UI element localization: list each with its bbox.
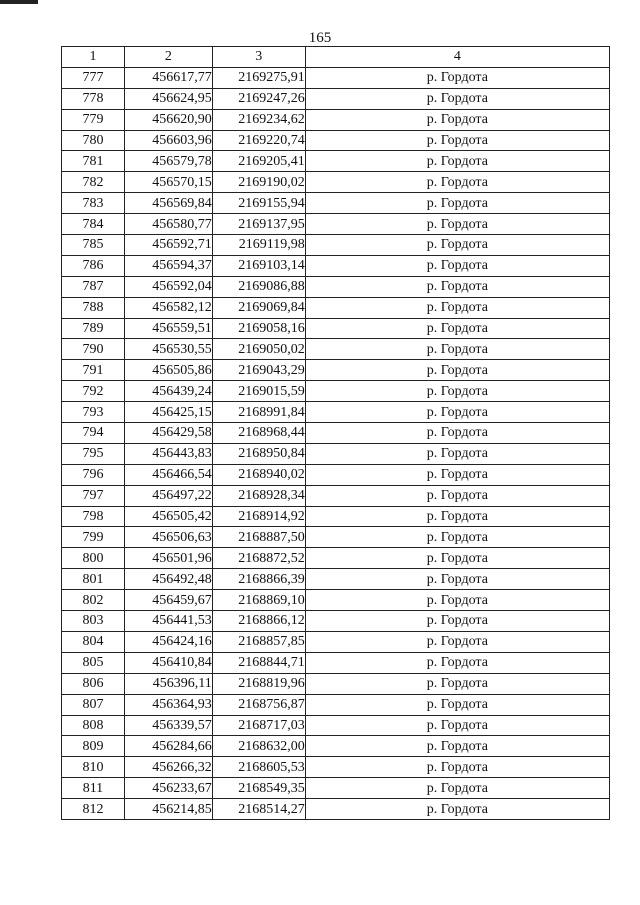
x-coordinate-cell: 456284,66 — [124, 736, 212, 757]
y-coordinate-cell: 2168950,84 — [212, 443, 305, 464]
table-row — [62, 67, 610, 88]
x-coordinate-cell: 456617,77 — [124, 67, 212, 88]
column-header-4: 4 — [305, 47, 609, 68]
table-row — [62, 443, 610, 464]
y-coordinate-cell: 2169050,02 — [212, 339, 305, 360]
description-cell: р. Гордота — [305, 88, 609, 109]
x-coordinate-cell: 456594,37 — [124, 255, 212, 276]
point-number-cell: 807 — [62, 694, 125, 715]
y-coordinate-cell: 2168756,87 — [212, 694, 305, 715]
y-coordinate-cell: 2168872,52 — [212, 548, 305, 569]
point-number-cell: 787 — [62, 276, 125, 297]
table-row — [62, 276, 610, 297]
table-row — [62, 485, 610, 506]
description-cell: р. Гордота — [305, 694, 609, 715]
point-number-cell: 805 — [62, 652, 125, 673]
description-cell: р. Гордота — [305, 276, 609, 297]
x-coordinate-cell: 456570,15 — [124, 172, 212, 193]
description-cell: р. Гордота — [305, 611, 609, 632]
description-cell: р. Гордота — [305, 757, 609, 778]
y-coordinate-cell: 2169069,84 — [212, 297, 305, 318]
table-row — [62, 673, 610, 694]
description-cell: р. Гордота — [305, 443, 609, 464]
description-cell: р. Гордота — [305, 235, 609, 256]
description-cell: р. Гордота — [305, 423, 609, 444]
table-row — [62, 381, 610, 402]
scan-corner-mark — [0, 0, 38, 4]
x-coordinate-cell: 456497,22 — [124, 485, 212, 506]
y-coordinate-cell: 2169205,41 — [212, 151, 305, 172]
x-coordinate-cell: 456592,71 — [124, 235, 212, 256]
table-row — [62, 172, 610, 193]
x-coordinate-cell: 456214,85 — [124, 799, 212, 820]
point-number-cell: 800 — [62, 548, 125, 569]
point-number-cell: 783 — [62, 193, 125, 214]
y-coordinate-cell: 2168605,53 — [212, 757, 305, 778]
point-number-cell: 808 — [62, 715, 125, 736]
description-cell: р. Гордота — [305, 590, 609, 611]
y-coordinate-cell: 2168869,10 — [212, 590, 305, 611]
description-cell: р. Гордота — [305, 360, 609, 381]
x-coordinate-cell: 456592,04 — [124, 276, 212, 297]
table-row — [62, 88, 610, 109]
description-cell: р. Гордота — [305, 214, 609, 235]
point-number-cell: 811 — [62, 778, 125, 799]
y-coordinate-cell: 2168549,35 — [212, 778, 305, 799]
x-coordinate-cell: 456530,55 — [124, 339, 212, 360]
description-cell: р. Гордота — [305, 485, 609, 506]
point-number-cell: 782 — [62, 172, 125, 193]
y-coordinate-cell: 2169190,02 — [212, 172, 305, 193]
point-number-cell: 801 — [62, 569, 125, 590]
description-cell: р. Гордота — [305, 736, 609, 757]
point-number-cell: 802 — [62, 590, 125, 611]
description-cell: р. Гордота — [305, 673, 609, 694]
y-coordinate-cell: 2169234,62 — [212, 109, 305, 130]
table-row — [62, 193, 610, 214]
table-row — [62, 402, 610, 423]
page-number: 165 — [308, 30, 332, 46]
table-row — [62, 527, 610, 548]
table-row — [62, 339, 610, 360]
y-coordinate-cell: 2168887,50 — [212, 527, 305, 548]
x-coordinate-cell: 456410,84 — [124, 652, 212, 673]
point-number-cell: 777 — [62, 67, 125, 88]
table-row — [62, 799, 610, 820]
description-cell: р. Гордота — [305, 527, 609, 548]
description-cell: р. Гордота — [305, 255, 609, 276]
table-row — [62, 297, 610, 318]
x-coordinate-cell: 456396,11 — [124, 673, 212, 694]
table-row — [62, 652, 610, 673]
y-coordinate-cell: 2168940,02 — [212, 464, 305, 485]
description-cell: р. Гордота — [305, 652, 609, 673]
description-cell: р. Гордота — [305, 339, 609, 360]
point-number-cell: 785 — [62, 235, 125, 256]
x-coordinate-cell: 456425,15 — [124, 402, 212, 423]
y-coordinate-cell: 2168844,71 — [212, 652, 305, 673]
table-row — [62, 423, 610, 444]
y-coordinate-cell: 2169015,59 — [212, 381, 305, 402]
y-coordinate-cell: 2168632,00 — [212, 736, 305, 757]
coordinates-table — [61, 46, 610, 820]
column-header-3: 3 — [212, 47, 305, 68]
x-coordinate-cell: 456266,32 — [124, 757, 212, 778]
y-coordinate-cell: 2169043,29 — [212, 360, 305, 381]
description-cell: р. Гордота — [305, 506, 609, 527]
point-number-cell: 789 — [62, 318, 125, 339]
table-row — [62, 318, 610, 339]
x-coordinate-cell: 456624,95 — [124, 88, 212, 109]
point-number-cell: 799 — [62, 527, 125, 548]
point-number-cell: 781 — [62, 151, 125, 172]
x-coordinate-cell: 456501,96 — [124, 548, 212, 569]
x-coordinate-cell: 456429,58 — [124, 423, 212, 444]
x-coordinate-cell: 456579,78 — [124, 151, 212, 172]
description-cell: р. Гордота — [305, 799, 609, 820]
x-coordinate-cell: 456559,51 — [124, 318, 212, 339]
table-row — [62, 360, 610, 381]
column-header-1: 1 — [62, 47, 125, 68]
x-coordinate-cell: 456443,83 — [124, 443, 212, 464]
description-cell: р. Гордота — [305, 297, 609, 318]
x-coordinate-cell: 456580,77 — [124, 214, 212, 235]
description-cell: р. Гордота — [305, 109, 609, 130]
table-row — [62, 255, 610, 276]
y-coordinate-cell: 2169155,94 — [212, 193, 305, 214]
column-header-2: 2 — [124, 47, 212, 68]
point-number-cell: 779 — [62, 109, 125, 130]
table-row — [62, 694, 610, 715]
point-number-cell: 795 — [62, 443, 125, 464]
description-cell: р. Гордота — [305, 402, 609, 423]
x-coordinate-cell: 456364,93 — [124, 694, 212, 715]
description-cell: р. Гордота — [305, 172, 609, 193]
table-row — [62, 214, 610, 235]
y-coordinate-cell: 2168819,96 — [212, 673, 305, 694]
table-row — [62, 506, 610, 527]
y-coordinate-cell: 2169058,16 — [212, 318, 305, 339]
x-coordinate-cell: 456505,86 — [124, 360, 212, 381]
x-coordinate-cell: 456424,16 — [124, 631, 212, 652]
point-number-cell: 809 — [62, 736, 125, 757]
point-number-cell: 792 — [62, 381, 125, 402]
y-coordinate-cell: 2169137,95 — [212, 214, 305, 235]
x-coordinate-cell: 456506,63 — [124, 527, 212, 548]
y-coordinate-cell: 2169086,88 — [212, 276, 305, 297]
point-number-cell: 794 — [62, 423, 125, 444]
point-number-cell: 796 — [62, 464, 125, 485]
description-cell: р. Гордота — [305, 318, 609, 339]
x-coordinate-cell: 456603,96 — [124, 130, 212, 151]
point-number-cell: 810 — [62, 757, 125, 778]
point-number-cell: 793 — [62, 402, 125, 423]
description-cell: р. Гордота — [305, 548, 609, 569]
point-number-cell: 804 — [62, 631, 125, 652]
x-coordinate-cell: 456459,67 — [124, 590, 212, 611]
point-number-cell: 784 — [62, 214, 125, 235]
point-number-cell: 812 — [62, 799, 125, 820]
table-row — [62, 548, 610, 569]
point-number-cell: 788 — [62, 297, 125, 318]
description-cell: р. Гордота — [305, 778, 609, 799]
table-row — [62, 464, 610, 485]
y-coordinate-cell: 2168914,92 — [212, 506, 305, 527]
y-coordinate-cell: 2169119,98 — [212, 235, 305, 256]
x-coordinate-cell: 456233,67 — [124, 778, 212, 799]
point-number-cell: 806 — [62, 673, 125, 694]
description-cell: р. Гордота — [305, 631, 609, 652]
table-row — [62, 715, 610, 736]
point-number-cell: 786 — [62, 255, 125, 276]
table-header-row — [62, 47, 610, 68]
y-coordinate-cell: 2168866,39 — [212, 569, 305, 590]
point-number-cell: 791 — [62, 360, 125, 381]
table-row — [62, 109, 610, 130]
point-number-cell: 798 — [62, 506, 125, 527]
x-coordinate-cell: 456466,54 — [124, 464, 212, 485]
x-coordinate-cell: 456620,90 — [124, 109, 212, 130]
table-row — [62, 736, 610, 757]
description-cell: р. Гордота — [305, 381, 609, 402]
y-coordinate-cell: 2169220,74 — [212, 130, 305, 151]
x-coordinate-cell: 456339,57 — [124, 715, 212, 736]
table-row — [62, 631, 610, 652]
y-coordinate-cell: 2168866,12 — [212, 611, 305, 632]
table-body — [62, 67, 610, 819]
y-coordinate-cell: 2169275,91 — [212, 67, 305, 88]
y-coordinate-cell: 2168857,85 — [212, 631, 305, 652]
table-row — [62, 611, 610, 632]
y-coordinate-cell: 2169247,26 — [212, 88, 305, 109]
x-coordinate-cell: 456505,42 — [124, 506, 212, 527]
point-number-cell: 790 — [62, 339, 125, 360]
table-row — [62, 757, 610, 778]
y-coordinate-cell: 2168928,34 — [212, 485, 305, 506]
y-coordinate-cell: 2169103,14 — [212, 255, 305, 276]
table-row — [62, 590, 610, 611]
table-row — [62, 235, 610, 256]
description-cell: р. Гордота — [305, 464, 609, 485]
x-coordinate-cell: 456492,48 — [124, 569, 212, 590]
point-number-cell: 778 — [62, 88, 125, 109]
description-cell: р. Гордота — [305, 193, 609, 214]
y-coordinate-cell: 2168717,03 — [212, 715, 305, 736]
description-cell: р. Гордота — [305, 569, 609, 590]
y-coordinate-cell: 2168991,84 — [212, 402, 305, 423]
point-number-cell: 803 — [62, 611, 125, 632]
x-coordinate-cell: 456569,84 — [124, 193, 212, 214]
y-coordinate-cell: 2168514,27 — [212, 799, 305, 820]
y-coordinate-cell: 2168968,44 — [212, 423, 305, 444]
description-cell: р. Гордота — [305, 151, 609, 172]
table-row — [62, 778, 610, 799]
x-coordinate-cell: 456439,24 — [124, 381, 212, 402]
table-row — [62, 130, 610, 151]
x-coordinate-cell: 456582,12 — [124, 297, 212, 318]
x-coordinate-cell: 456441,53 — [124, 611, 212, 632]
table-row — [62, 151, 610, 172]
point-number-cell: 797 — [62, 485, 125, 506]
table-row — [62, 569, 610, 590]
description-cell: р. Гордота — [305, 130, 609, 151]
point-number-cell: 780 — [62, 130, 125, 151]
description-cell: р. Гордота — [305, 715, 609, 736]
description-cell: р. Гордота — [305, 67, 609, 88]
